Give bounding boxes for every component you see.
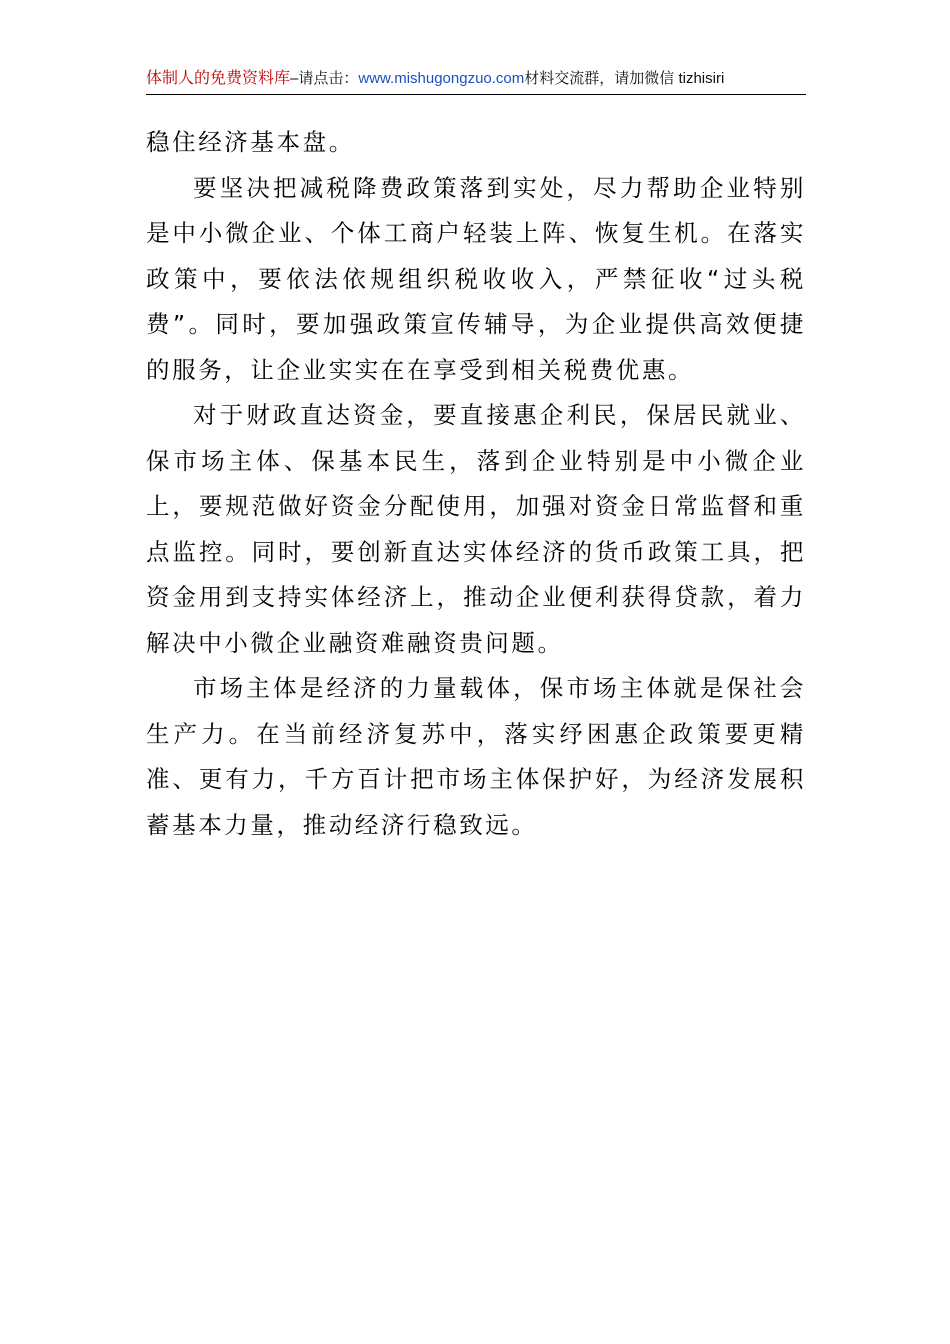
paragraph-market-entities: 市场主体是经济的力量载体，保市场主体就是保社会生产力。在当前经济复苏中，落实纾困惠企政策要更精准、更有力，千方百计把市场主体保护好，为经济发展积蓄基本力量，推动经济行稳致远。 [146,674,806,839]
header-contact-text: 材料交流群，请加微信 tizhisiri [524,70,725,87]
paragraph-tax-reduction: 要坚决把减税降费政策落到实处，尽力帮助企业特别是中小微企业、个体工商户轻装上阵、恢复生机。在落实政策中，要依法依规组织税收收入，严禁征收“过头税费”。同时，要加强政策宣传辅导，为企业提供高效便捷的服务，让企业实实在在享受到相关税费优惠。 [146,173,806,384]
page-header [146,68,806,95]
header-prompt: –请点击： [290,70,359,87]
paragraph-direct-funds: 对于财政直达资金，要直接惠企利民，保居民就业、保市场主体、保基本民生，落到企业特别是中小微企业上，要规范做好资金分配使用，加强对资金日常监督和重点监控。同时，要创新直达实体经济的货币政策工具，把资金用到支持实体经济上，推动企业便利获得贷款，着力解决中小微企业融资难融资贵问题。 [146,401,806,657]
paragraph-continuation: 稳住经济基本盘。 [146,128,355,156]
header-website-link[interactable]: www.mishugongzuo.com [358,70,525,87]
document-body [146,120,806,848]
header-brand: 体制人的免费资料库 [146,70,291,87]
